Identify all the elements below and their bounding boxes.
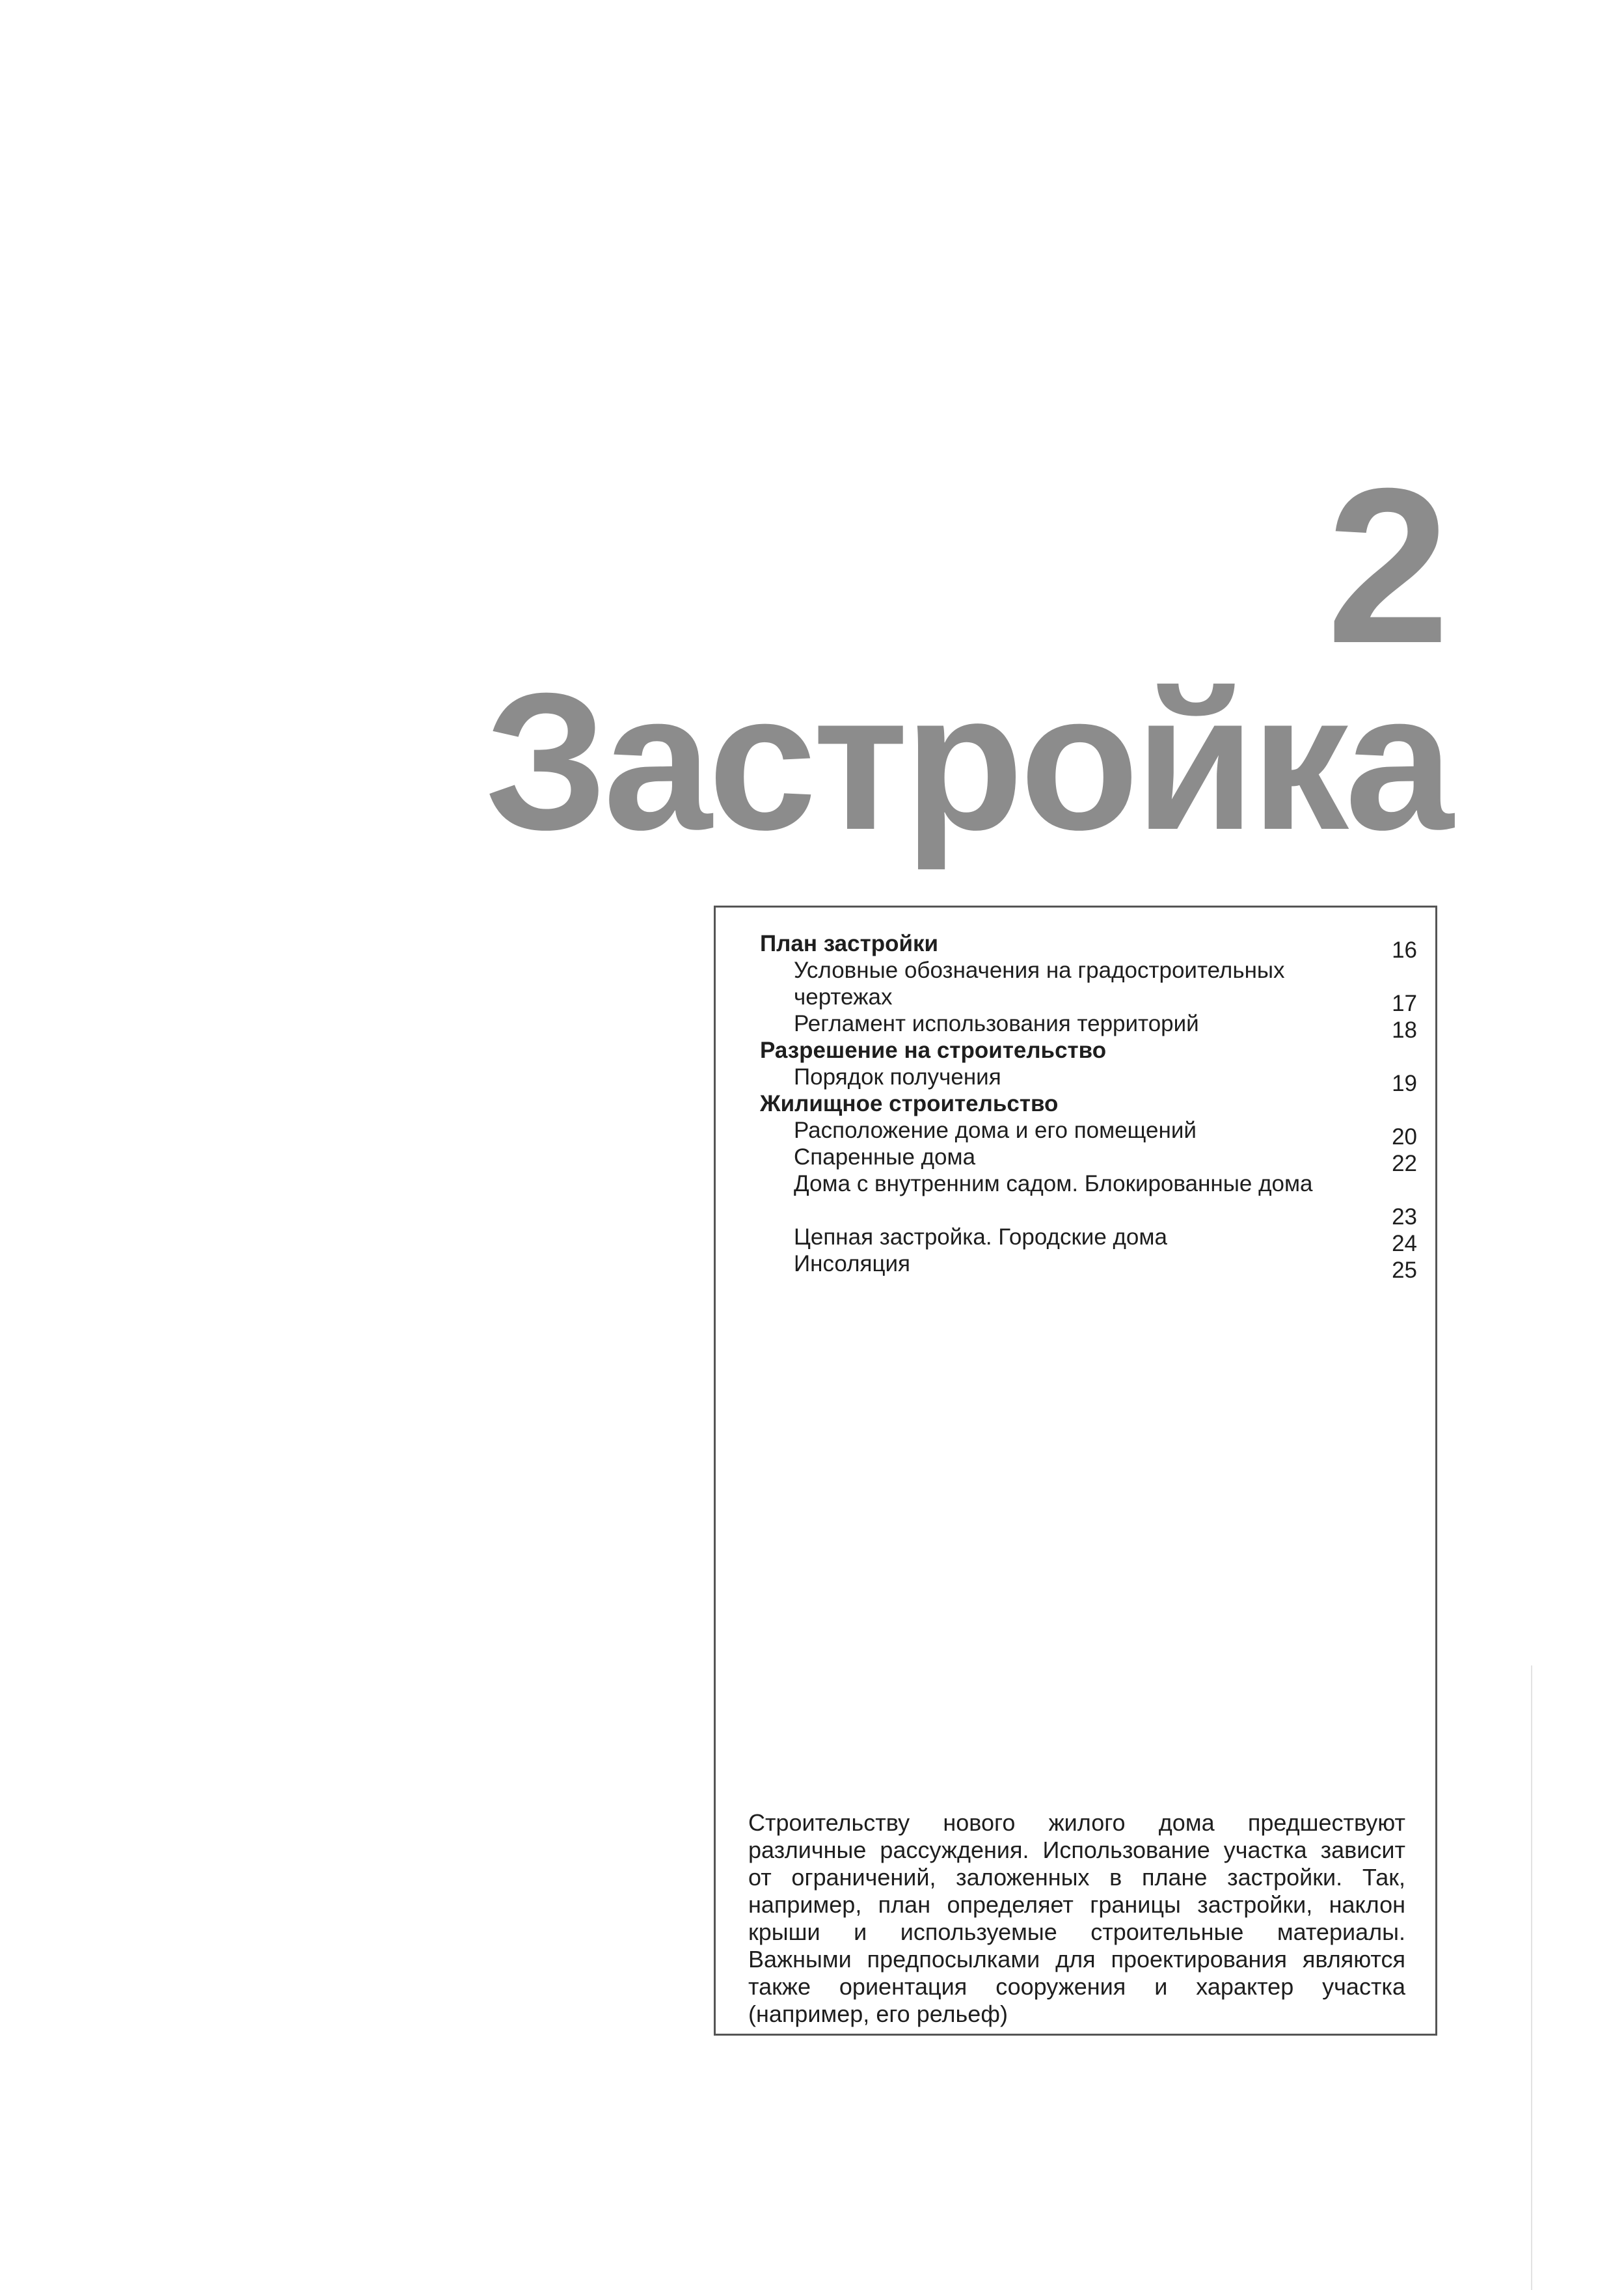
toc-entry: [760, 1064, 1417, 1096]
toc-entry-page: 19: [1392, 1071, 1417, 1096]
toc-entry: [760, 1144, 1417, 1176]
table-of-contents: [760, 930, 1417, 1283]
toc-entry-page: 18: [1392, 1017, 1417, 1043]
toc-entry-title: Разрешение на строительство: [760, 1038, 1107, 1063]
toc-entry-title: Жилищное строительство: [760, 1091, 1059, 1116]
toc-entry-title: Порядок получения: [794, 1064, 1001, 1090]
toc-entry: [760, 1090, 1417, 1117]
toc-entry-page: 17: [1392, 991, 1417, 1016]
toc-entry: [760, 930, 1417, 963]
toc-entry-page: 22: [1392, 1151, 1417, 1176]
toc-entry: [760, 1170, 1417, 1230]
toc-entry: [760, 1037, 1417, 1064]
chapter-number: 2: [1326, 442, 1450, 690]
toc-entry-title: Цепная застройка. Городские дома: [794, 1224, 1167, 1250]
toc-entry-page: 25: [1392, 1258, 1417, 1283]
toc-entry-page: 16: [1392, 937, 1417, 963]
toc-entry: [760, 1117, 1417, 1150]
toc-entry: [760, 957, 1417, 1016]
toc-entry: [760, 1250, 1417, 1283]
scan-edge-line: [1531, 1665, 1532, 2290]
toc-entry-title: План застройки: [760, 931, 939, 956]
intro-paragraph: Строительству нового жилого дома предшествуют различные рассуждения. Использование участка зависит от ограничений, заложенных в плане застройки. Так, например, план определяет границы застройки, наклон крыши и используемые строительные материалы. Важными предпосылками для проектирования являются также ориентация сооружения и характер участка (например, его рельеф): [748, 1809, 1405, 2027]
toc-entry-title: Дома с внутренним садом. Блокированные дома: [794, 1171, 1313, 1196]
toc-entry-title: Условные обозначения на градостроительных чертежах: [794, 958, 1285, 1010]
toc-entry-title: Инсоляция: [794, 1251, 910, 1276]
toc-entry: [760, 1010, 1417, 1043]
toc-entry-page: 23: [1392, 1204, 1417, 1230]
toc-entry: [760, 1224, 1417, 1256]
toc-entry-title: Спаренные дома: [794, 1144, 976, 1170]
toc-entry-title: Расположение дома и его помещений: [794, 1118, 1197, 1143]
toc-entry-page: 24: [1392, 1231, 1417, 1256]
chapter-title: Застройка: [485, 652, 1450, 870]
toc-entry-page: 20: [1392, 1124, 1417, 1150]
toc-entry-title: Регламент использования территорий: [794, 1011, 1199, 1036]
